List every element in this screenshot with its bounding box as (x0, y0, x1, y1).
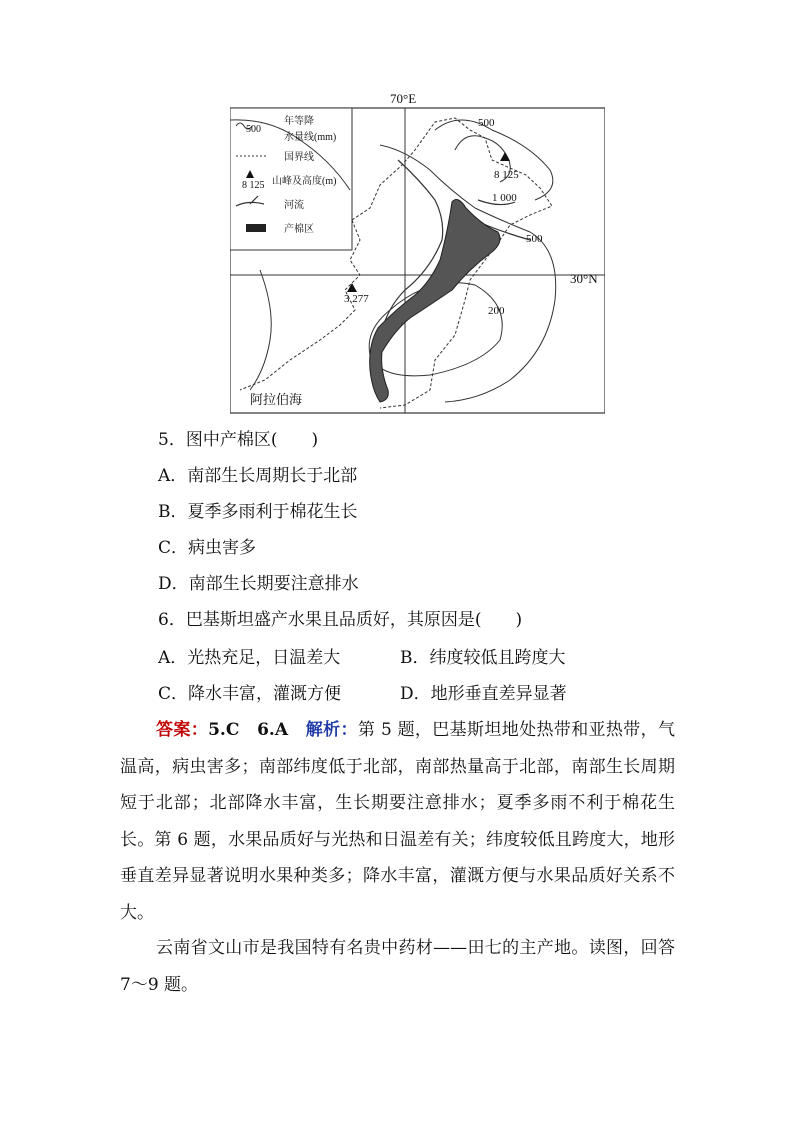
next-intro: 云南省文山市是我国特有名贵中药材——田七的主产地。读图，回答 7～9 题。 (120, 938, 675, 995)
map-svg (230, 90, 605, 415)
iso-500-right-label: 500 (526, 233, 543, 245)
analysis-text: 第 5 题，巴基斯坦地处热带和亚热带，气温高，病虫害多；南部纬度低于北部，南部热量高于北部，南部生长周期短于北部；北部降水丰富，生长期要注意排水；夏季多雨不利于棉花生长。第 6 题，水果品质好与光热和日温差有关；纬度较低且跨度大，地形垂直差异显著说明水果种类多；降水丰富，灌溉方便与水果品质好关系不大。 (120, 720, 676, 923)
q5-stem: 5．图中产棉区( ) (158, 430, 319, 450)
legend-peak-value: 8 125 (242, 180, 265, 191)
legend-border-label: 国界线 (284, 152, 314, 163)
answer-value: 5.C 6.A (208, 720, 306, 740)
iso-1000-label: 1 000 (492, 192, 517, 204)
legend-isohyet-value: 500 (246, 124, 261, 135)
iso-200-label: 200 (488, 305, 505, 317)
q5-option-a: A．南部生长周期长于北部 (158, 466, 358, 486)
lat-label: 30°N (570, 271, 598, 286)
q6-option-a: A．光热充足，日温差大 (158, 648, 341, 668)
peak-8125-label: 8 125 (494, 169, 519, 181)
lon-label: 70°E (390, 91, 417, 106)
legend-isohyet-label-2: 水量线(mm) (284, 132, 337, 143)
legend-river-label: 河流 (284, 200, 304, 211)
pakistan-cotton-map (230, 90, 605, 415)
legend-isohyet-label-1: 年等降 (284, 116, 314, 127)
answer-block (120, 712, 675, 931)
q6-stem: 6．巴基斯坦盛产水果且品质好，其原因是( ) (158, 610, 523, 630)
legend-cotton-label: 产棉区 (284, 224, 314, 235)
q6-option-b: B．纬度较低且跨度大 (400, 648, 566, 668)
legend-cotton-symbol (246, 224, 266, 232)
q5-option-b: B．夏季多雨利于棉花生长 (158, 502, 358, 522)
q5-option-c: C．病虫害多 (158, 538, 257, 558)
q5-option-d: D．南部生长期要注意排水 (158, 574, 359, 594)
peak-3277-label: 3 277 (344, 293, 369, 305)
q6-option-d: D．地形垂直差异显著 (400, 684, 567, 704)
sea-label: 阿拉伯海 (250, 392, 303, 407)
answer-label: 答案： (156, 720, 209, 740)
legend-peak-label: 山峰及高度(m) (272, 176, 337, 187)
analysis-label: 解析： (305, 720, 358, 740)
iso-500-top-label: 500 (478, 117, 495, 129)
q6-option-c: C．降水丰富，灌溉方便 (158, 684, 342, 704)
